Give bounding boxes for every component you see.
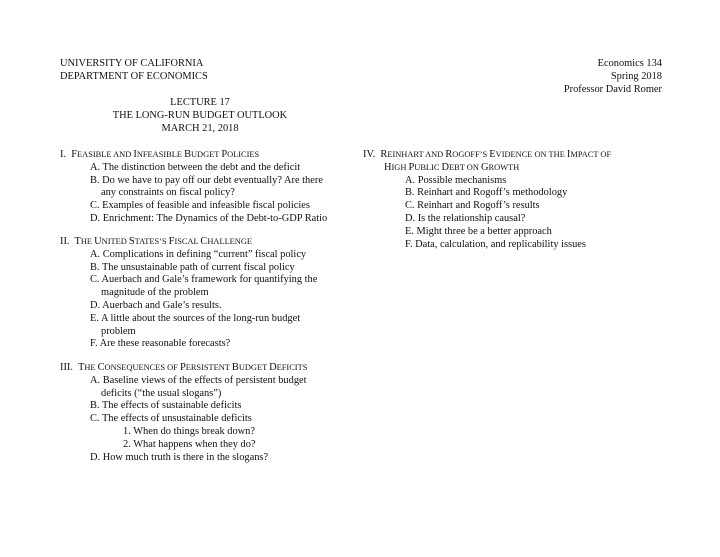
section-3 [60, 362, 307, 464]
section-3-heading: III. THE CONSEQUENCES OF PERSISTENT BUDGET DEFICITS [60, 362, 308, 373]
outline-item: D. How much truth is there in the slogans? [90, 451, 269, 463]
outline-item: B. Reinhart and Rogoff’s methodology [405, 187, 568, 199]
university-name: UNIVERSITY OF CALIFORNIA [60, 58, 204, 69]
outline-item: F. Are these reasonable forecasts? [90, 338, 231, 350]
outline-item: C. Examples of feasible and infeasible fiscal policies [90, 200, 310, 212]
outline-item: A. Baseline views of the effects of persistent budget [90, 374, 307, 386]
outline-item: A. Complications in defining “current” fiscal policy [90, 248, 307, 260]
outline-item: D. Is the relationship causal? [405, 212, 526, 224]
outline-item: A. The distinction between the debt and the deficit [90, 161, 301, 173]
section-1-heading: I. FEASIBLE AND INFEASIBLE BUDGET POLICIES [60, 149, 260, 160]
department-name: DEPARTMENT OF ECONOMICS [60, 70, 208, 82]
header-right [564, 58, 662, 96]
section-4-heading: IV. REINHART AND ROGOFF’S EVIDENCE ON THE IMPACT OF [363, 149, 612, 160]
lecture-title-block [60, 97, 340, 135]
outline-item: F. Data, calculation, and replicability issues [405, 238, 586, 250]
lecture-title: THE LONG-RUN BUDGET OUTLOOK [112, 109, 288, 121]
section-4 [363, 149, 611, 251]
outline-item: D. Auerbach and Gale’s results. [90, 299, 222, 311]
outline-item-continuation: problem [101, 325, 136, 337]
instructor: Professor David Romer [563, 83, 662, 95]
lecture-date: MARCH 21, 2018 [161, 122, 239, 134]
outline-item: E. Might three be a better approach [405, 225, 552, 237]
section-2-heading: II. THE UNITED STATES’S FISCAL CHALLENGE [60, 236, 253, 247]
section-2 [60, 236, 317, 351]
outline-item: A. Possible mechanisms [405, 174, 507, 186]
outline-item: B. The effects of sustainable deficits [90, 400, 242, 412]
outline-item: E. A little about the sources of the long-run budget [90, 312, 301, 324]
outline-item: B. The unsustainable path of current fiscal policy [90, 261, 295, 273]
header-left [60, 58, 208, 84]
lecture-number: LECTURE 17 [170, 97, 230, 108]
outline-item-continuation: magnitude of the problem [101, 287, 209, 299]
outline-item: C. The effects of unsustainable deficits [90, 413, 252, 425]
outline-item: C. Auerbach and Gale’s framework for quantifying the [90, 274, 318, 286]
outline-item: D. Enrichment: The Dynamics of the Debt-to-GDP Ratio [90, 212, 328, 224]
outline-item-continuation: any constraints on fiscal policy? [101, 187, 235, 199]
course-number: Economics 134 [597, 58, 662, 69]
section-4-heading-continued: HIGH PUBLIC DEBT ON GROWTH [384, 161, 520, 173]
outline-subitem: 2. What happens when they do? [123, 438, 256, 450]
section-1 [60, 149, 327, 226]
term: Spring 2018 [610, 70, 662, 82]
outline-item: C. Reinhart and Rogoff’s results [405, 200, 540, 212]
outline-item-continuation: deficits (“the usual slogans”) [101, 387, 222, 399]
outline-subitem: 1. When do things break down? [123, 425, 255, 437]
outline-item: B. Do we have to pay off our debt eventually? Are there [90, 174, 323, 186]
